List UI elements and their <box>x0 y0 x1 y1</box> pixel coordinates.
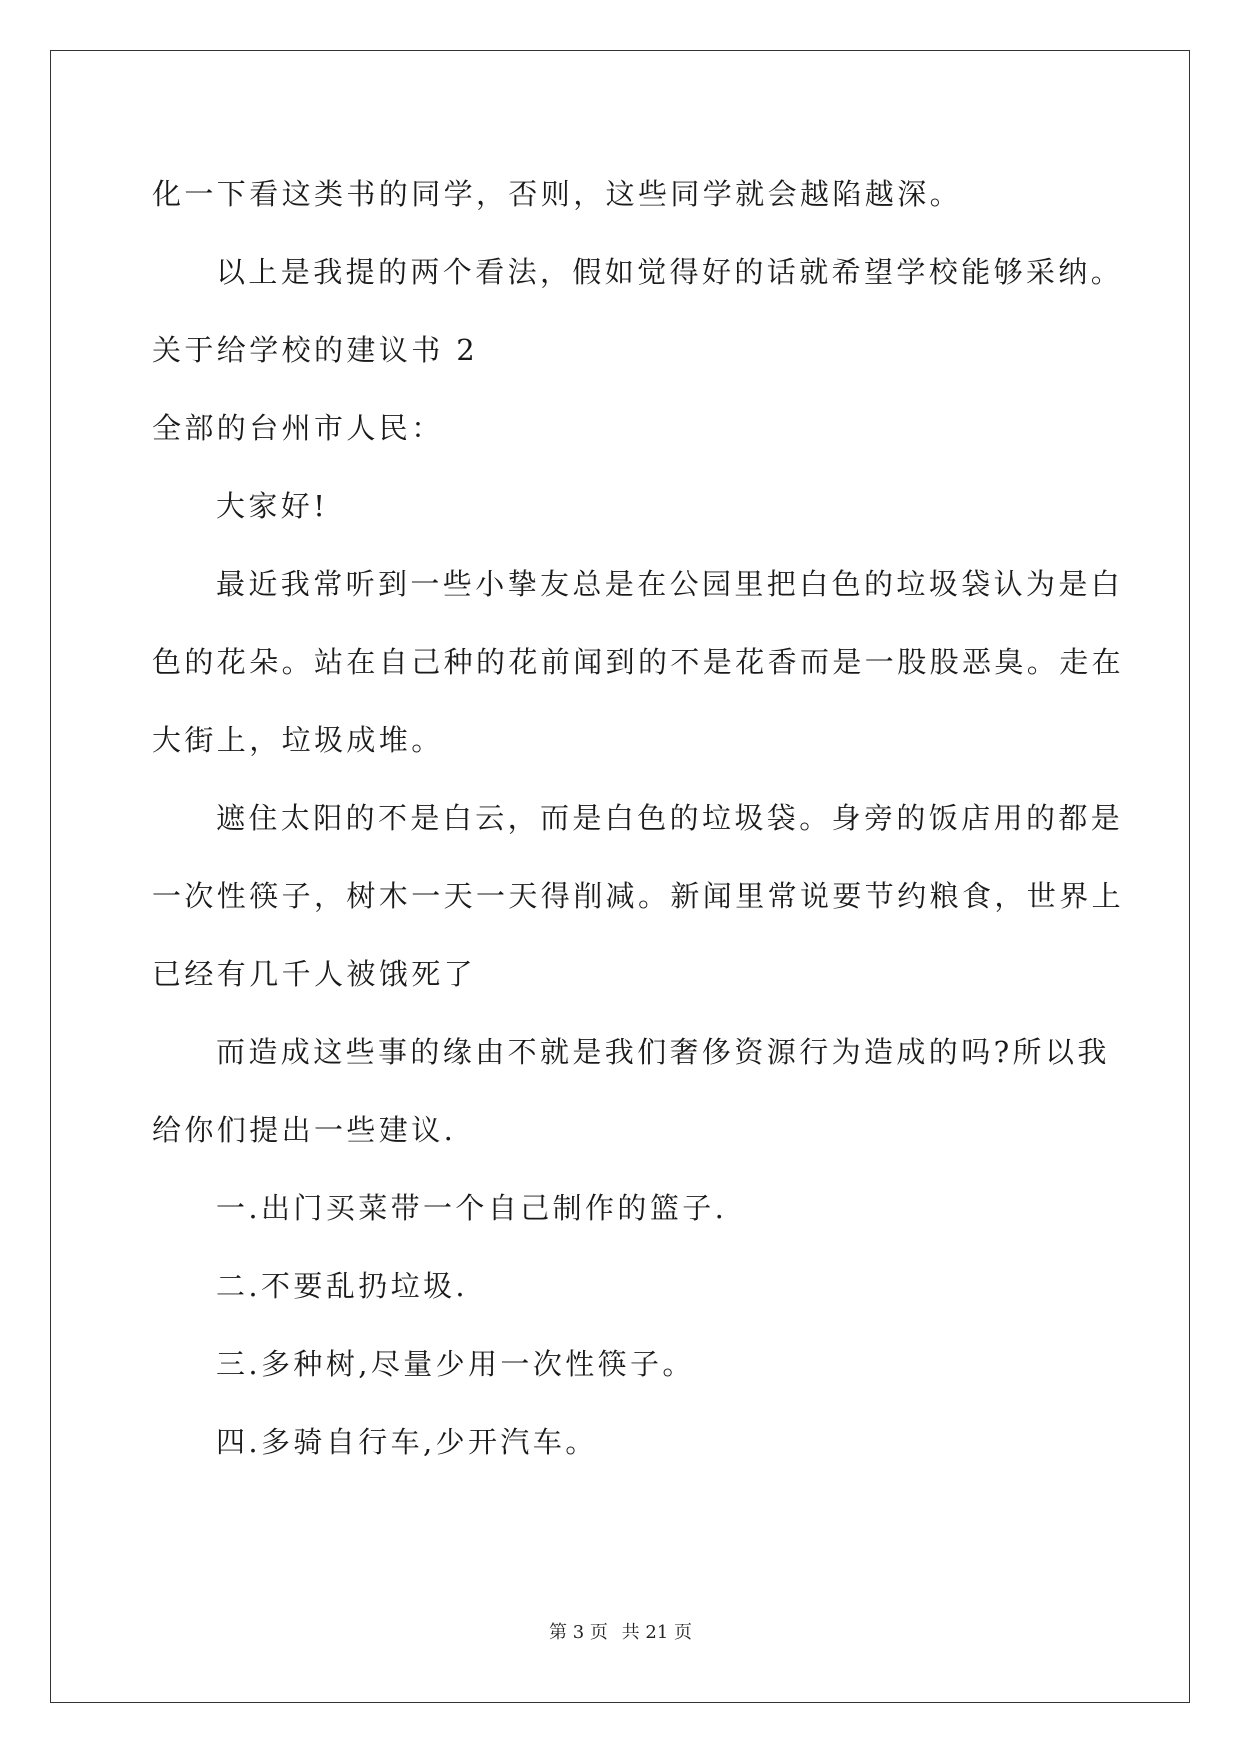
text-line: 一次性筷子，树木一天一天得削减。新闻里常说要节约粮食，世界上 <box>152 879 1125 913</box>
text-line: 最近我常听到一些小挚友总是在公园里把白色的垃圾袋认为是白 <box>216 567 1124 601</box>
text-line: 以上是我提的两个看法，假如觉得好的话就希望学校能够采纳。 <box>216 255 1124 289</box>
greeting: 大家好! <box>216 489 329 523</box>
text-line: 化一下看这类书的同学，否则，这些同学就会越陷越深。 <box>152 177 963 211</box>
page-number: 第 3 页 <box>549 1622 608 1643</box>
salutation: 全部的台州市人民： <box>152 411 444 445</box>
list-item: 一.出门买菜带一个自己制作的篮子. <box>216 1191 728 1225</box>
text-line: 给你们提出一些建议. <box>152 1113 457 1147</box>
list-item: 四.多骑自行车,少开汽车。 <box>216 1425 598 1459</box>
page-total: 共 21 页 <box>621 1622 692 1643</box>
text-line: 已经有几千人被饿死了 <box>152 957 477 991</box>
section-heading: 关于给学校的建议书 2 <box>152 333 479 367</box>
text-line: 色的花朵。站在自己种的花前闻到的不是花香而是一股股恶臭。走在 <box>152 645 1125 679</box>
text-line: 大街上，垃圾成堆。 <box>152 723 444 757</box>
text-line: 遮住太阳的不是白云，而是白色的垃圾袋。身旁的饭店用的都是 <box>216 801 1124 835</box>
text-line: 而造成这些事的缘由不就是我们奢侈资源行为造成的吗?所以我 <box>216 1035 1110 1069</box>
page-footer <box>0 1621 1241 1645</box>
list-item: 二.不要乱扔垃圾. <box>216 1269 469 1303</box>
list-item: 三.多种树,尽量少用一次性筷子。 <box>216 1347 695 1381</box>
